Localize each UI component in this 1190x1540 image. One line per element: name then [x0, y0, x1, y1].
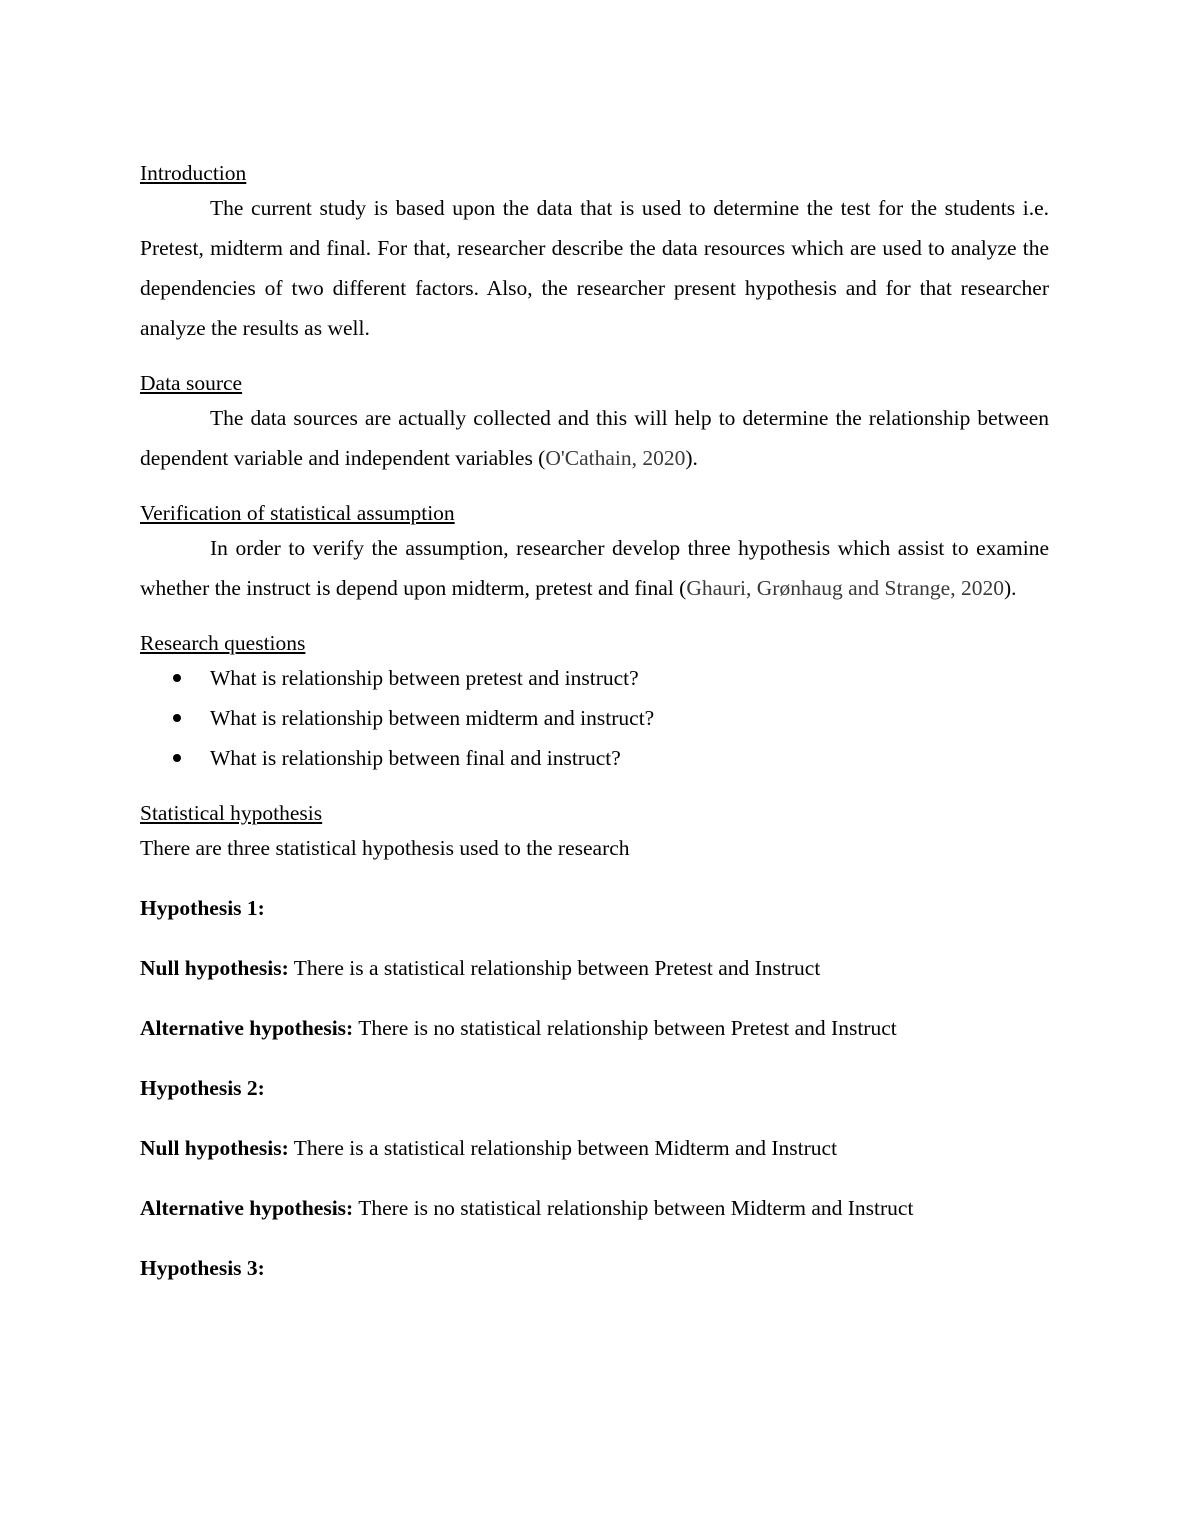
verification-text-end: ).	[1003, 576, 1017, 600]
introduction-paragraph: The current study is based upon the data that is used to determine the test for the students i.e. Pretest, midterm and final. For that, researcher describe the data resources which are used to analyze the dependencies of two different factors. Also, the researcher present hypothesis and for that researcher analyze the results as well.	[140, 196, 1049, 340]
spacer	[140, 928, 1049, 948]
question-text: What is relationship between pretest and instruct?	[210, 666, 639, 690]
research-questions-list	[140, 658, 1049, 778]
bullet-icon	[173, 674, 181, 682]
list-item	[140, 658, 1049, 698]
research-questions-heading: Research questions	[140, 631, 306, 655]
verification-paragraph	[140, 528, 1049, 608]
hypothesis-2-alternative	[140, 1188, 1049, 1228]
spacer	[140, 478, 1049, 498]
statistical-hypothesis-heading: Statistical hypothesis	[140, 801, 323, 825]
data-source-text: The data sources are actually collected and this will help to determine the relationship between dependent variable and independent variables (	[140, 406, 1049, 470]
hypothesis-1-alternative	[140, 1008, 1049, 1048]
spacer	[140, 778, 1049, 798]
bullet-icon	[173, 714, 181, 722]
hypothesis-1-null	[140, 948, 1049, 988]
null-hypothesis-text: There is a statistical relationship between Midterm and Instruct	[288, 1136, 838, 1160]
bullet-icon	[173, 754, 181, 762]
spacer	[140, 348, 1049, 368]
question-text: What is relationship between midterm and instruct?	[210, 706, 655, 730]
alternative-hypothesis-text: There is no statistical relationship between Pretest and Instruct	[353, 1016, 897, 1040]
alternative-hypothesis-label: Alternative hypothesis:	[140, 1196, 354, 1220]
hypothesis-2-null	[140, 1128, 1049, 1168]
spacer	[140, 988, 1049, 1008]
spacer	[140, 868, 1049, 888]
data-source-paragraph	[140, 398, 1049, 478]
spacer	[140, 608, 1049, 628]
null-hypothesis-text: There is a statistical relationship between Pretest and Instruct	[288, 956, 821, 980]
verification-heading: Verification of statistical assumption	[140, 501, 455, 525]
null-hypothesis-label: Null hypothesis:	[140, 1136, 289, 1160]
spacer	[140, 1168, 1049, 1188]
document-page	[140, 158, 1049, 1288]
spacer	[140, 1048, 1049, 1068]
list-item	[140, 738, 1049, 778]
spacer	[140, 1108, 1049, 1128]
hypothesis-3-title: Hypothesis 3:	[140, 1256, 265, 1280]
data-source-citation: O'Cathain, 2020	[545, 446, 686, 470]
alternative-hypothesis-label: Alternative hypothesis:	[140, 1016, 354, 1040]
question-text: What is relationship between final and instruct?	[210, 746, 621, 770]
hypothesis-1-title: Hypothesis 1:	[140, 896, 265, 920]
alternative-hypothesis-text: There is no statistical relationship between Midterm and Instruct	[353, 1196, 914, 1220]
introduction-heading: Introduction	[140, 161, 247, 185]
verification-citation: Ghauri, Grønhaug and Strange, 2020	[686, 576, 1004, 600]
statistical-hypothesis-intro: There are three statistical hypothesis used to the research	[140, 836, 630, 860]
data-source-heading: Data source	[140, 371, 243, 395]
list-item	[140, 698, 1049, 738]
verification-text: In order to verify the assumption, researcher develop three hypothesis which assist to examine whether the instruct is depend upon midterm, pretest and final (	[140, 536, 1049, 600]
data-source-text-end: ).	[685, 446, 698, 470]
hypothesis-2-title: Hypothesis 2:	[140, 1076, 265, 1100]
spacer	[140, 1228, 1049, 1248]
null-hypothesis-label: Null hypothesis:	[140, 956, 289, 980]
